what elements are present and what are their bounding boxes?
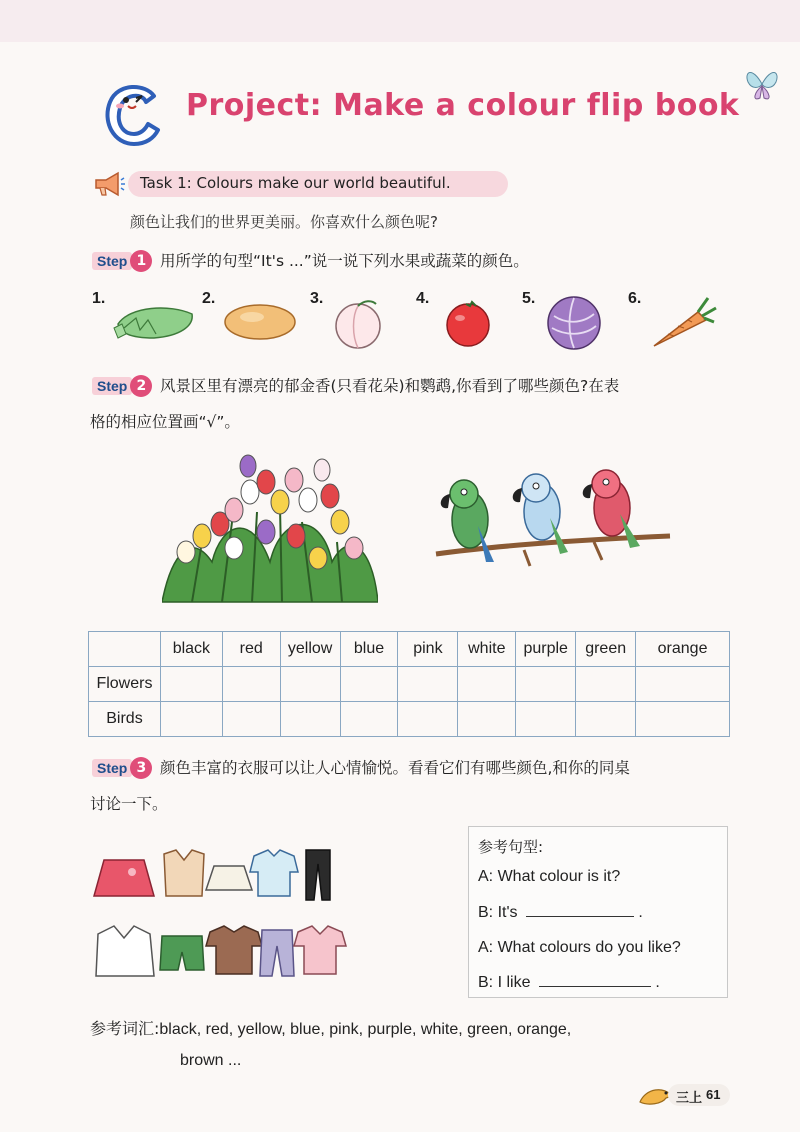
apple-icon — [442, 296, 494, 348]
step-3-badge — [92, 757, 152, 779]
step-word: Step — [92, 759, 132, 777]
table-cell[interactable] — [222, 667, 280, 702]
step-2-instruction-line1: 风景区里有漂亮的郁金香(只看花朵)和鹦鹉,你看到了哪些颜色?在表 — [160, 377, 620, 395]
answer-blank[interactable] — [526, 916, 634, 917]
step-1-badge — [92, 250, 152, 272]
table-cell[interactable] — [636, 667, 730, 702]
step-3-instruction-line1: 颜色丰富的衣服可以让人心情愉悦。看看它们有哪些颜色,和你的同桌 — [160, 759, 630, 777]
table-cell[interactable] — [576, 702, 636, 737]
vocab-line-2: brown ... — [180, 1052, 242, 1069]
row-header: Flowers — [89, 667, 161, 702]
table-cell[interactable] — [516, 702, 576, 737]
item-number: 6. — [628, 290, 642, 307]
clothes-illustration — [92, 846, 352, 982]
column-header: blue — [340, 632, 398, 667]
step-number: 1 — [130, 250, 152, 272]
top-band — [0, 0, 800, 42]
table-cell[interactable] — [340, 702, 398, 737]
page-title: Project: Make a colour flip book — [186, 88, 740, 123]
answer-blank[interactable] — [539, 986, 651, 987]
reference-line-3: A: What colours do you like? — [478, 939, 681, 956]
page-number: 61 — [706, 1087, 721, 1102]
reference-period: . — [655, 974, 660, 991]
parrots-illustration — [434, 466, 674, 572]
reference-title: 参考句型: — [478, 838, 544, 856]
step-word: Step — [92, 252, 132, 270]
table-cell[interactable] — [576, 667, 636, 702]
table-cell[interactable] — [458, 667, 516, 702]
cabbage-icon — [544, 294, 604, 352]
megaphone-icon — [92, 170, 126, 198]
table-corner-cell — [89, 632, 161, 667]
table-cell[interactable] — [222, 702, 280, 737]
item-number: 5. — [522, 290, 536, 307]
step-number: 2 — [130, 375, 152, 397]
table-cell[interactable] — [636, 702, 730, 737]
reference-period: . — [638, 904, 643, 921]
row-header: Birds — [89, 702, 161, 737]
butterfly-icon — [742, 62, 782, 106]
step-2-badge — [92, 375, 152, 397]
column-header: purple — [516, 632, 576, 667]
table-cell[interactable] — [398, 702, 458, 737]
column-header: white — [458, 632, 516, 667]
table-cell[interactable] — [516, 667, 576, 702]
table-cell[interactable] — [280, 667, 340, 702]
vocab-label: 参考词汇: — [90, 1019, 160, 1038]
step-2-instruction-line2: 格的相应位置画“√”。 — [90, 413, 240, 431]
table-header-row — [89, 632, 730, 667]
starfruit-icon — [110, 298, 200, 344]
colour-table — [88, 631, 730, 737]
table-cell[interactable] — [458, 702, 516, 737]
reference-line-4 — [478, 974, 660, 992]
vocab-words: black, red, yellow, blue, pink, purple, white, green, orange, — [159, 1021, 572, 1038]
item-number: 1. — [92, 290, 106, 307]
column-header: red — [222, 632, 280, 667]
letter-c-mascot-icon — [98, 78, 170, 150]
peach-icon — [330, 296, 386, 350]
step-word: Step — [92, 377, 132, 395]
table-cell[interactable] — [160, 702, 222, 737]
step-1-instruction: 用所学的句型“It's ...”说一说下列水果或蔬菜的颜色。 — [160, 252, 529, 270]
mango-icon — [222, 300, 298, 344]
column-header: green — [576, 632, 636, 667]
step-number: 3 — [130, 757, 152, 779]
table-cell[interactable] — [280, 702, 340, 737]
reference-line-4-text: B: I like — [478, 974, 531, 991]
column-header: pink — [398, 632, 458, 667]
item-number: 2. — [202, 290, 216, 307]
table-cell[interactable] — [398, 667, 458, 702]
task-subtitle: 颜色让我们的世界更美丽。你喜欢什么颜色呢? — [130, 213, 438, 231]
table-cell[interactable] — [340, 667, 398, 702]
grade-label: 三上 — [676, 1090, 703, 1105]
reference-line-1: A: What colour is it? — [478, 868, 621, 885]
column-header: yellow — [280, 632, 340, 667]
table-cell[interactable] — [160, 667, 222, 702]
reference-line-2-text: B: It's — [478, 904, 518, 921]
column-header: black — [160, 632, 222, 667]
vocab-line-1 — [90, 1016, 571, 1039]
table-row — [89, 667, 730, 702]
item-number: 3. — [310, 290, 324, 307]
tulips-illustration — [162, 452, 378, 604]
carrot-icon — [648, 294, 718, 350]
item-number: 4. — [416, 290, 430, 307]
task-title: Task 1: Colours make our world beautiful. — [140, 174, 451, 192]
reference-line-2 — [478, 904, 643, 922]
table-row — [89, 702, 730, 737]
step-3-instruction-line2: 讨论一下。 — [90, 795, 168, 813]
column-header: orange — [636, 632, 730, 667]
